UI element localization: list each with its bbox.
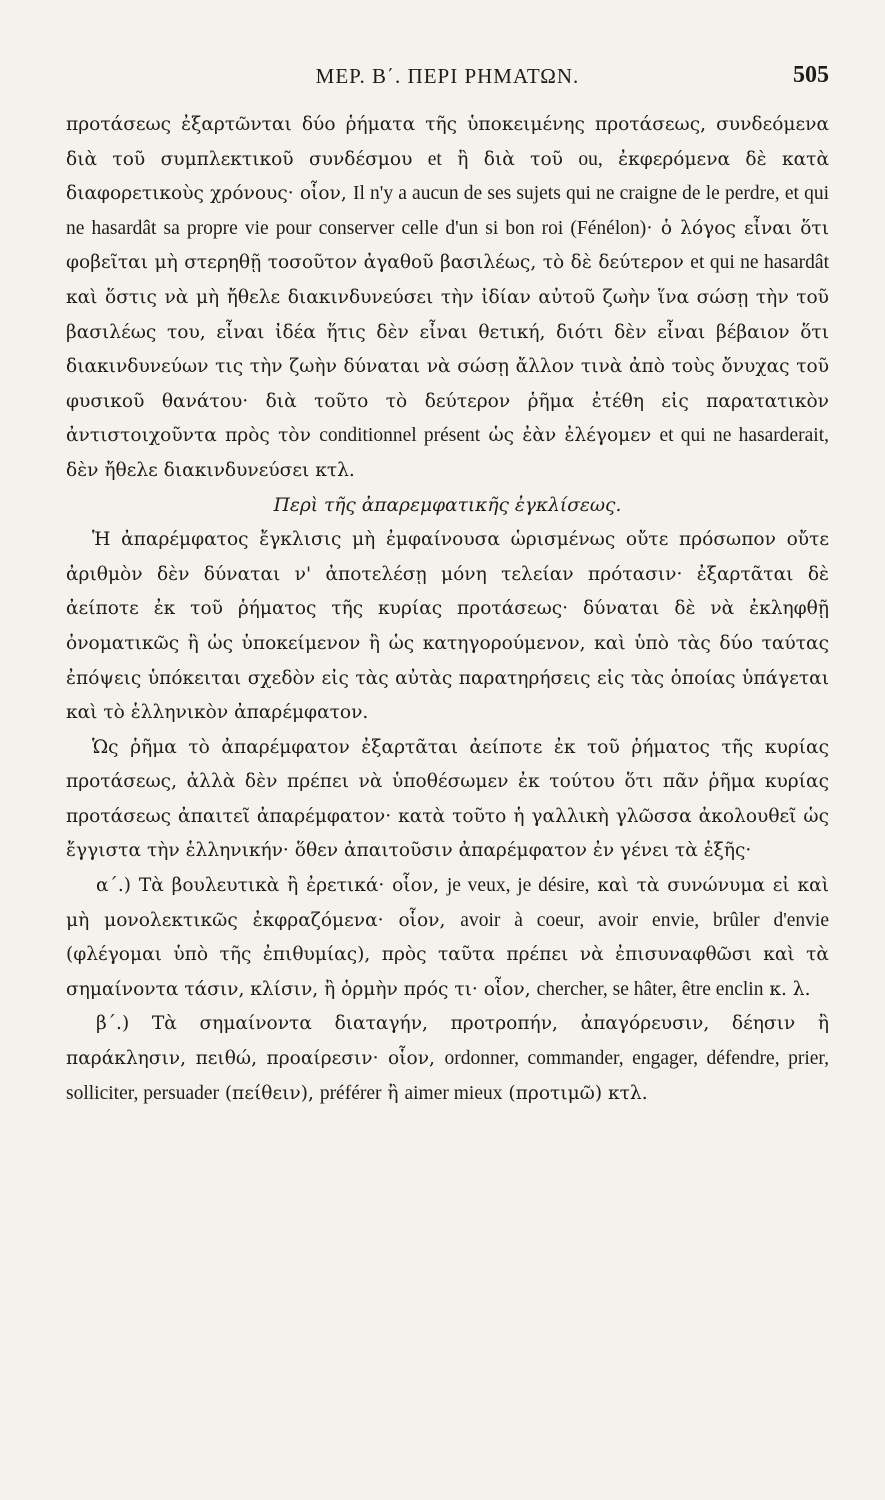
french-example: et qui ne hasardât	[690, 252, 829, 274]
french-term: ou,	[578, 148, 603, 170]
text-run: (φλέγομαι ὑπὸ τῆς ἐπιθυμίας), πρὸς ταῦτα πρέπει νὰ ἐπισυναφθῶσι καὶ τὰ σημαίνοντα τάσιν, κλίσιν, ἢ ὁρμὴν πρός τι· οἷον,	[66, 944, 829, 1000]
text-run: κ. λ.	[763, 978, 811, 1000]
section-heading: Περὶ τῆς ἀπαρεμφατικῆς ἐγκλίσεως.	[273, 494, 622, 516]
text-run: α΄.) Τὰ βουλευτικὰ ἢ ἐρετικά· οἷον,	[96, 875, 447, 897]
text-run: καὶ ὅστις νὰ μὴ ἤθελε διακινδυνεύσει τὴν ἰδίαν αὐτοῦ ζωὴν ἵνα σώσῃ τὴν τοῦ βασιλέως του, εἶναι ἰδέα ἥτις δὲν εἶναι θετική, διότι δὲν εἶναι βέβαιον ὅτι διακινδυνεύων τις τὴν ζωὴν δύναται νὰ σώσῃ ἄλλον τινὰ ἀπὸ τοὺς ὄνυχας τοῦ φυσικοῦ θανάτου· διὰ τοῦτο τὸ δεύτερον ῥῆμα ἐτέθη εἰς παρατατικὸν ἀντιστοιχοῦντα πρὸς τὸν	[66, 286, 829, 447]
running-head	[66, 58, 829, 108]
french-example: aimer mieux	[404, 1082, 503, 1104]
french-example: chercher, se hâter, être enclin	[536, 978, 764, 1000]
text-run: καὶ τὰ συνώνυμα εἰ καὶ μὴ μονολεκτικῶς ἐκφραζόμενα· οἷον,	[66, 875, 829, 931]
french-example: et qui ne hasarderait,	[659, 425, 829, 447]
running-title: ΜΕΡ. Β΄. ΠΕΡΙ ΡΗΜΑΤΩΝ.	[315, 64, 580, 88]
text-run: προτάσεως ἐξαρτῶνται δύο ῥήματα τῆς ὑποκειμένης προτάσεως, συνδεόμενα διὰ τοῦ συμπλεκτικοῦ συνδέσμου	[66, 114, 829, 170]
text-run: ἐκφερόμενα δὲ κατὰ διαφορετικοὺς χρόνους· οἷον,	[66, 148, 829, 205]
paragraph-infinitive-dependence: Ὡς ῥῆμα τὸ ἀπαρέμφατον ἐξαρτᾶται ἀείποτε ἐκ τοῦ ῥήματος τῆς κυρίας προτάσεως, ἀλλὰ δὲν πρέπει νὰ ὑποθέσωμεν ἐκ τούτου ὅτι πᾶν ῥῆμα κυρίας προτάσεως ἀπαιτεῖ ἀπαρέμφατον· κατὰ τοῦτο ἡ γαλλικὴ γλῶσσα ἀκολουθεῖ ὡς ἔγγιστα τὴν ἑλληνικήν· ὅθεν ἀπαιτοῦσιν ἀπαρέμφατον ἐν γένει τὰ ἑξῆς·	[66, 736, 829, 862]
text-run: β΄.) Τὰ σημαίνοντα διαταγήν, προτροπήν, ἀπαγόρευσιν, δέησιν ἢ παράκλησιν, πειθώ, προαίρεσιν· οἷον,	[66, 1013, 829, 1070]
page-number: 505	[793, 62, 829, 88]
text-run: ὡς ἐὰν ἐλέγομεν	[480, 425, 660, 447]
french-example: je veux, je désire,	[446, 875, 590, 897]
text-run: ἢ διὰ τοῦ	[441, 148, 579, 170]
french-term: et	[427, 148, 442, 170]
text-run: (προτιμῶ) κτλ.	[502, 1082, 648, 1104]
french-example: avoir à coeur, avoir envie, brûler d'envie	[460, 909, 829, 931]
french-example: préférer	[319, 1082, 382, 1104]
list-item-b	[66, 1007, 829, 1111]
text-run: ὁ λόγος εἶναι ὅτι φοβεῖται μὴ στερηθῇ τοσοῦτον ἀγαθοῦ βασιλέως, τὸ δὲ δεύτερον	[66, 217, 829, 274]
list-item-a	[66, 869, 829, 1007]
french-example: Il n'y a aucun de ses sujets qui ne craigne de le perdre, et qui ne hasardât sa propre vie pour conserver celle d'un si bon roi (Fénélon)·	[66, 183, 829, 239]
body-text	[66, 108, 829, 1111]
text-run: (πείθειν),	[219, 1082, 320, 1104]
text-run: ἢ	[381, 1082, 405, 1104]
paragraph-continued	[66, 108, 829, 489]
paragraph-infinitive-intro: Ἡ ἀπαρέμφατος ἔγκλισις μὴ ἐμφαίνουσα ὡρισμένως οὔτε πρόσωπον οὔτε ἀριθμὸν δὲν δύναται ν' ἀποτελέσῃ μόνη τελείαν πρότασιν· ἐξαρτᾶται δὲ ἀείποτε ἐκ τοῦ ῥήματος τῆς κυρίας προτάσεως· δύναται δὲ νὰ ἐκληφθῇ ὀνοματικῶς ἢ ὡς ὑποκείμενον ἢ ὡς κατηγορούμενον, καὶ ὑπὸ τὰς δύο ταύτας ἐπόψεις ὑπόκειται σχεδὸν εἰς τὰς αὐτὰς παρατηρήσεις εἰς τὰς ὁποίας ὑπάγεται καὶ τὸ ἑλληνικὸν ἀπαρέμφατον.	[66, 529, 829, 724]
text-run: δὲν ἤθελε διακινδυνεύσει κτλ.	[66, 459, 355, 481]
french-example: ordonner, commander, engager, défendre, prier, solliciter, persuader	[66, 1048, 829, 1104]
french-term: conditionnel présent	[319, 425, 481, 447]
